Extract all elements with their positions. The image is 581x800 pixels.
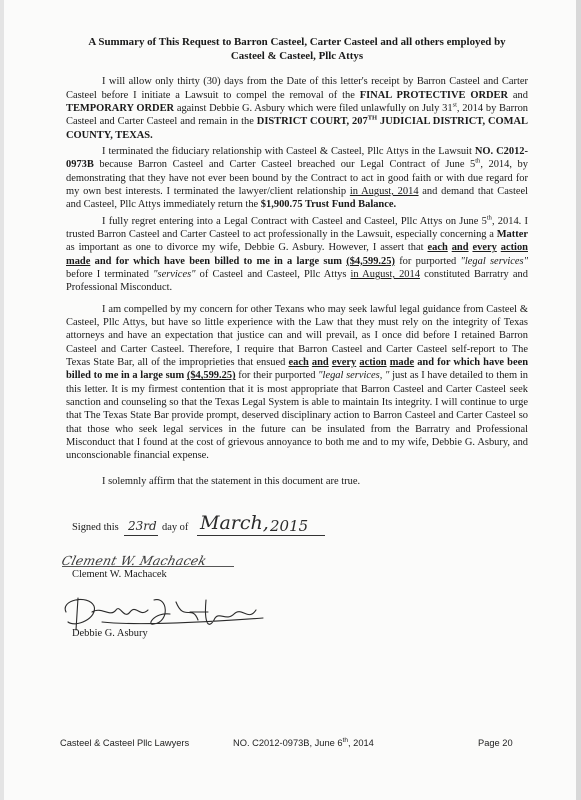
italic-run: "legal services" [460, 255, 528, 267]
footer-case-text: NO. C2012-0973B, June 6 [233, 738, 343, 748]
paragraph-termination [66, 145, 528, 212]
bold-run: TEMPORARY ORDER [66, 102, 175, 114]
month-underline [197, 535, 325, 536]
underline-run: in August, 2014 [350, 269, 420, 280]
footer-case-year: , 2014 [348, 738, 374, 748]
text-run: I fully regret entering into a Legal Contract with Casteel and Casteel, Pllc Attys on June 5 [102, 215, 487, 227]
superscript: th [486, 214, 492, 222]
bold-run: and for which have been billed to me in a large sum [90, 255, 347, 267]
underline-run: in August, 2014 [349, 185, 419, 197]
superscript: th [475, 157, 481, 165]
day-underline [124, 535, 158, 536]
bold-underline-run: and [451, 242, 469, 254]
bold-underline-run: each [427, 242, 448, 254]
text-run: of Casteel and Casteel, Pllc Attys [195, 269, 351, 280]
bold-underline-run: each [288, 357, 309, 369]
page-footer [60, 738, 520, 752]
signed-month: March, [200, 512, 269, 534]
text-run: against Debbie G. Asbury which were filed unlawfully on July 31 [174, 102, 453, 114]
text-run: , 2014 by Barron Casteel and Carter Casteel and remain in the [66, 102, 529, 128]
text-run: for purported [394, 255, 461, 267]
italic-run: "legal services, " [318, 370, 390, 382]
printed-name-debbie: Debbie G. Asbury [72, 628, 148, 639]
superscript: st [452, 101, 457, 109]
paragraph-concern [66, 303, 528, 463]
footer-case [233, 738, 374, 748]
text-run: I am compelled by my concern for other Texans who may seek lawful legal guidance from Casteel & Casteel, Pllc Attys, but have so little experience with the Law that they must rely on the integrity of Texas attorneys and have an expectation that justice can and will prevail, as I once did before I retained Barron Casteel and Carter Casteel. Therefore, I require that Barron Casteel and Carter Casteel self-report to The Texas State Bar, all of the improprieties that ensued [66, 303, 528, 369]
bold-run: and for which have been billed to me in a large sum [66, 357, 529, 382]
signed-day: 23rd [128, 519, 157, 533]
handwritten-signature-clement: Clement W. Machacek [60, 553, 209, 568]
text-run: and [508, 89, 528, 101]
text-run: , 2014. I trusted Barron Casteel and Carter Casteel to act professionally in the Lawsuit, especially concerning a [66, 215, 528, 240]
text-run: I terminated the fiduciary relationship with Casteel & Casteel, Pllc Attys in the Lawsuit [102, 145, 475, 157]
title-line-1: A Summary of This Request to Barron Casteel, Carter Casteel and all others employed by [88, 36, 506, 48]
superscript: TH [367, 114, 378, 122]
signature-line-1 [62, 566, 234, 567]
bold-underline-run: action [500, 242, 528, 254]
document-title [66, 36, 528, 63]
bold-underline-run: and [311, 357, 329, 369]
bold-underline-run: made [389, 357, 415, 369]
text-run: for their purported [235, 370, 319, 382]
day-of-label: day of [162, 522, 189, 533]
signed-year: 2015 [270, 517, 309, 535]
bold-underline-run: action [359, 357, 387, 369]
footer-firm: Casteel & Casteel Pllc Lawyers [60, 738, 190, 748]
printed-name-clement: Clement W. Machacek [72, 569, 167, 580]
text-run: before I terminated [66, 269, 154, 280]
paragraph-deadline [66, 75, 528, 142]
bold-underline-run: ($4,599.25) [346, 255, 395, 267]
text-run: constituted Barratry and Professional Misconduct. [66, 269, 528, 294]
bold-run: DISTRICT COURT, 207 [256, 116, 368, 128]
text-run: , 2014, by demonstrating that they have not ever been bound by the Contract to act in good faith or with due regard for my own best interests. I terminated the lawyer/client relationship [66, 159, 528, 197]
text-run: and demand that Casteel and Casteel, Pllc Attys immediately return the [66, 185, 529, 211]
signed-date-line [72, 512, 372, 540]
affirmation: I solemnly affirm that the statement in this document are true. [102, 475, 361, 487]
bold-run: NO. C2012-0973B [66, 145, 528, 171]
title-line-2: Casteel & Casteel, Pllc Attys [230, 49, 364, 62]
footer-page-number: Page 20 [478, 738, 513, 748]
bold-run: $1,900.75 Trust Fund Balance. [260, 199, 397, 211]
text-run: because Barron Casteel and Carter Casteel breached our Legal Contract of June 5 [93, 159, 476, 171]
italic-run: "services" [153, 269, 196, 280]
letter-body [66, 36, 528, 488]
bold-underline-run: made [66, 255, 91, 267]
scan-edge-left [0, 0, 4, 800]
bold-run: JUDICIAL DISTRICT, COMAL COUNTY, TEXAS. [66, 116, 529, 141]
bold-underline-run: every [331, 357, 357, 369]
text-run: I will allow only thirty (30) days from the Date of this letter's receipt by Barron Casteel and Carter Casteel before I initiate a Lawsuit to compel the removal of the [66, 76, 528, 101]
footer-case-sup: th [342, 736, 348, 744]
scan-edge-right [576, 0, 581, 800]
bold-underline-run: ($4,599.25) [186, 370, 236, 382]
bold-run: FINAL PROTECTIVE ORDER [359, 89, 509, 101]
bold-run: Matter [496, 228, 528, 240]
text-run: just as I have detailed to them in this letter. It is my firmest contention that it is most appropriate that Barron Casteel and Carter Casteel seek sanction and counseling so that the Texas Legal System is able to maintain Its integrity. I will continue to urge that The Texas State Bar provide prompt, deserved disciplinary action to Barron Casteel and Carter Casteel so that those who seek legal services in the future can be insulated from the Barratry and Professional Misconduct that I found at the cost of grievous annoyance to both me and to my wife, Debbie G. Asbury, and unconscionable financial expense. [66, 370, 528, 462]
paragraph-regret [66, 215, 528, 295]
text-run: as important as one to divorce my wife, Debbie G. Asbury. However, I assert that [66, 242, 428, 254]
signed-label: Signed this [72, 522, 119, 533]
bold-underline-run: every [472, 242, 497, 254]
